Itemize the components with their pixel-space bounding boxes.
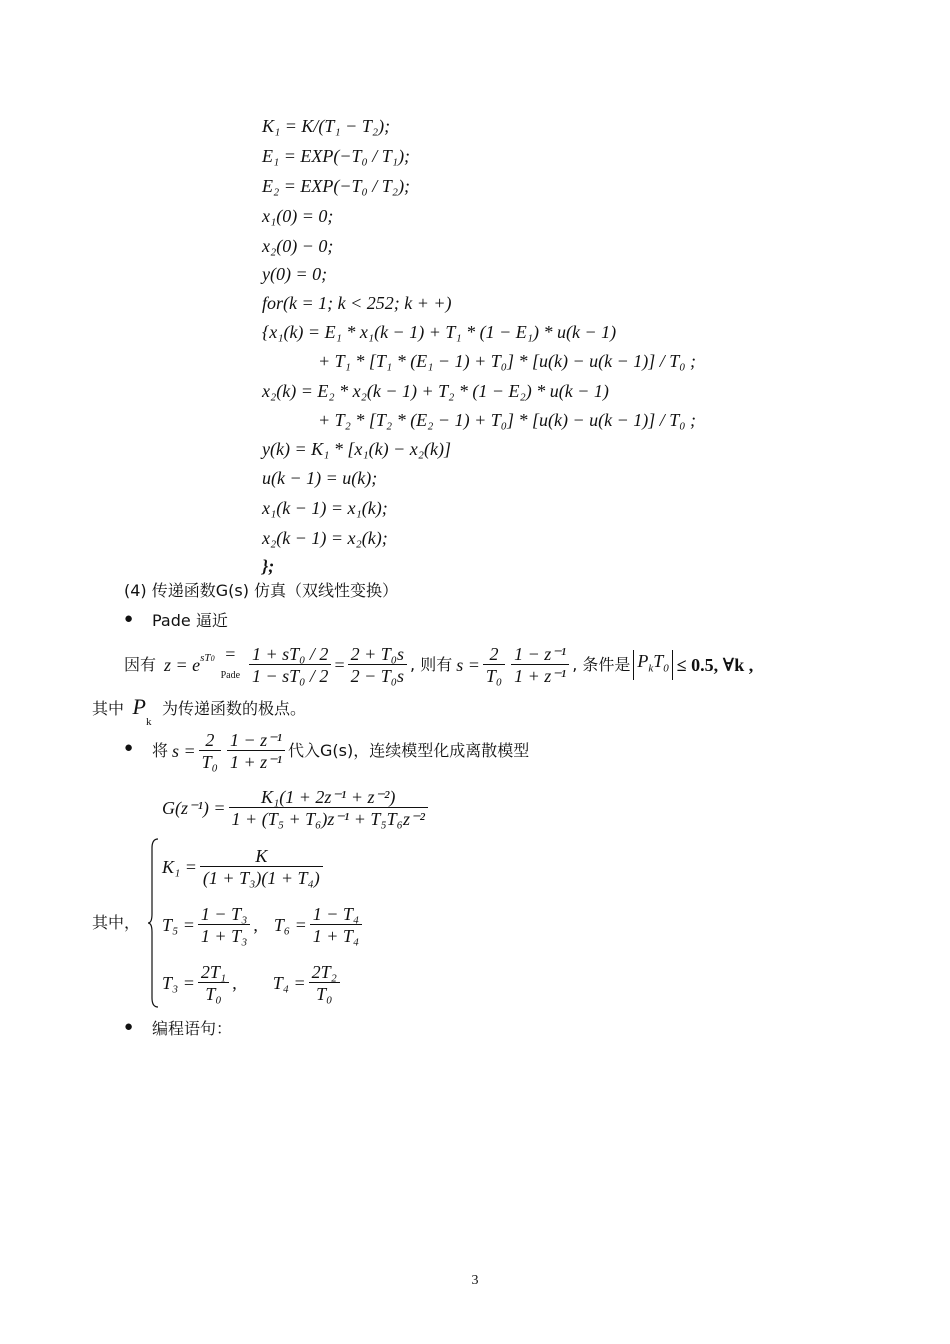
t5-numerator: 1 − T₃ [200,903,248,924]
t4-denominator: T₀ [309,982,340,1005]
left-brace-icon [147,838,159,1008]
pade-subscript: Pade [220,670,241,681]
k1-definition [162,842,326,892]
where-label: 其中， [92,913,141,932]
program-label: 编程语句： [152,1019,233,1038]
t3-denominator: T₀ [198,982,229,1005]
pade-then: , 则有 [410,655,453,674]
gz-equation [162,783,431,833]
bullet-icon: ● [124,740,134,756]
pole-desc: 为传递函数的极点。 [161,699,306,718]
subst-lead: 将 [152,741,169,760]
bullet-icon: ● [124,1019,134,1035]
k1-denominator: (1 + T₃)(1 + T₄) [200,866,323,889]
section-4-heading: (4) 传递函数G(s) 仿真（双线性变换） [124,581,399,600]
code-line-8: {x₁(k) = E₁ * x₁(k − 1) + T₁ * (1 − E₁) * u(k − 1) [262,322,617,342]
code-line-12: y(k) = K₁ * [x₁(k) − x₂(k)] [262,439,451,459]
t6-denominator: 1 + T₄ [310,924,362,947]
t5-denominator: 1 + T₃ [198,924,250,947]
code-line-16: }; [262,556,275,576]
code-line-2: E₁ = EXP(−T₀ / T₁); [262,146,411,166]
code-line-10: x₂(k) = E₂ * x₂(k − 1) + T₂ * (1 − E₂) * u(k − 1) [262,381,609,401]
code-line-4: x₁(0) = 0; [262,206,334,226]
code-line-9: + T₁ * [T₁ * (E₁ − 1) + T₀] * [u(k) − u(k − 1)] / T₀ ; [318,351,697,371]
pade-condition: ≤ 0.5, ∀k , [676,655,754,675]
t3-t4-definition: T₃ = $\frac{\text{2T₁}}{\text{T₀}}$ , T₄ = $\frac{\text{2T₂}}{\text{T₀}}$ [162,958,343,1008]
pole-line: 其中 $P_k$ 为传递函数的极点。 [92,694,306,728]
t4-lhs: T₄ = [272,973,306,993]
gz-numerator: K₁(1 + 2z⁻¹ + z⁻²) [261,786,396,807]
subst-tail: 代入G(s)，连续模型化成离散模型 [288,741,530,760]
t6-lhs: T₆ = [273,915,307,935]
k1-numerator: K [255,845,268,866]
pade-label: Pade 逼近 [152,611,228,630]
code-line-11: + T₂ * [T₂ * (E₂ − 1) + T₀] * [u(k) − u(k − 1)] / T₀ ; [318,410,697,430]
substitution-line: 将 s = $\frac{2}{\text{T₀}}$ $\frac{\text{1 − z⁻¹}}{\text{1 + z⁻¹}}$ 代入G(s)，连续模型化成离散模型 [152,729,530,772]
code-line-14: x₁(k − 1) = x₁(k); [262,498,388,518]
code-line-6: y(0) = 0; [262,264,328,284]
code-line-3: E₂ = EXP(−T₀ / T₂); [262,176,411,196]
code-line-7: for(k = 1; k < 252; k + +) [262,293,452,313]
t6-numerator: 1 − T₄ [312,903,360,924]
k1-lhs: K₁ = [162,857,197,877]
t3-lhs: T₃ = [162,973,195,993]
page-number: 3 [471,1273,479,1288]
code-line-13: u(k − 1) = u(k); [262,468,378,488]
code-line-1: K₁ = K/(T₁ − T₂); [262,116,391,136]
t5-lhs: T₅ = [162,915,195,935]
code-line-5: x₂(0) − 0; [262,236,334,256]
pole-where: 其中 [92,699,125,718]
pade-equation: 因有 z = e sT0 = Pade $\frac{\text{1 + sT₀ / 2}}{\text{1 − sT₀ / 2}}$ = $\frac{\text{2 + T₀s}}{\text{2 − T₀s}}$ , 则有 s = $\frac{2}{\text{T₀}}$ $\frac{\text{1 − z⁻¹}}{\text{1 + z⁻¹}}$ , 条件是 $P_kT_0$ ≤ 0.5, ∀k , [124,643,754,686]
t3-numerator: 2T₁ [200,961,227,982]
t5-t6-definition: T₅ = $\frac{\text{1 − T₃}}{\text{1 + T₃}}$ , T₆ = $\frac{\text{1 − T₄}}{\text{1 + T₄}}$ [162,900,365,950]
pade-condition-text: , 条件是 [572,655,631,674]
gz-lhs: G(z⁻¹) = [162,798,226,818]
bullet-icon: ● [124,611,134,627]
code-line-15: x₂(k − 1) = x₂(k); [262,528,388,548]
gz-denominator: 1 + (T₅ + T₆)z⁻¹ + T₅T₆z⁻² [229,807,428,830]
t4-numerator: 2T₂ [311,961,337,982]
pade-intro: 因有 [124,655,157,674]
